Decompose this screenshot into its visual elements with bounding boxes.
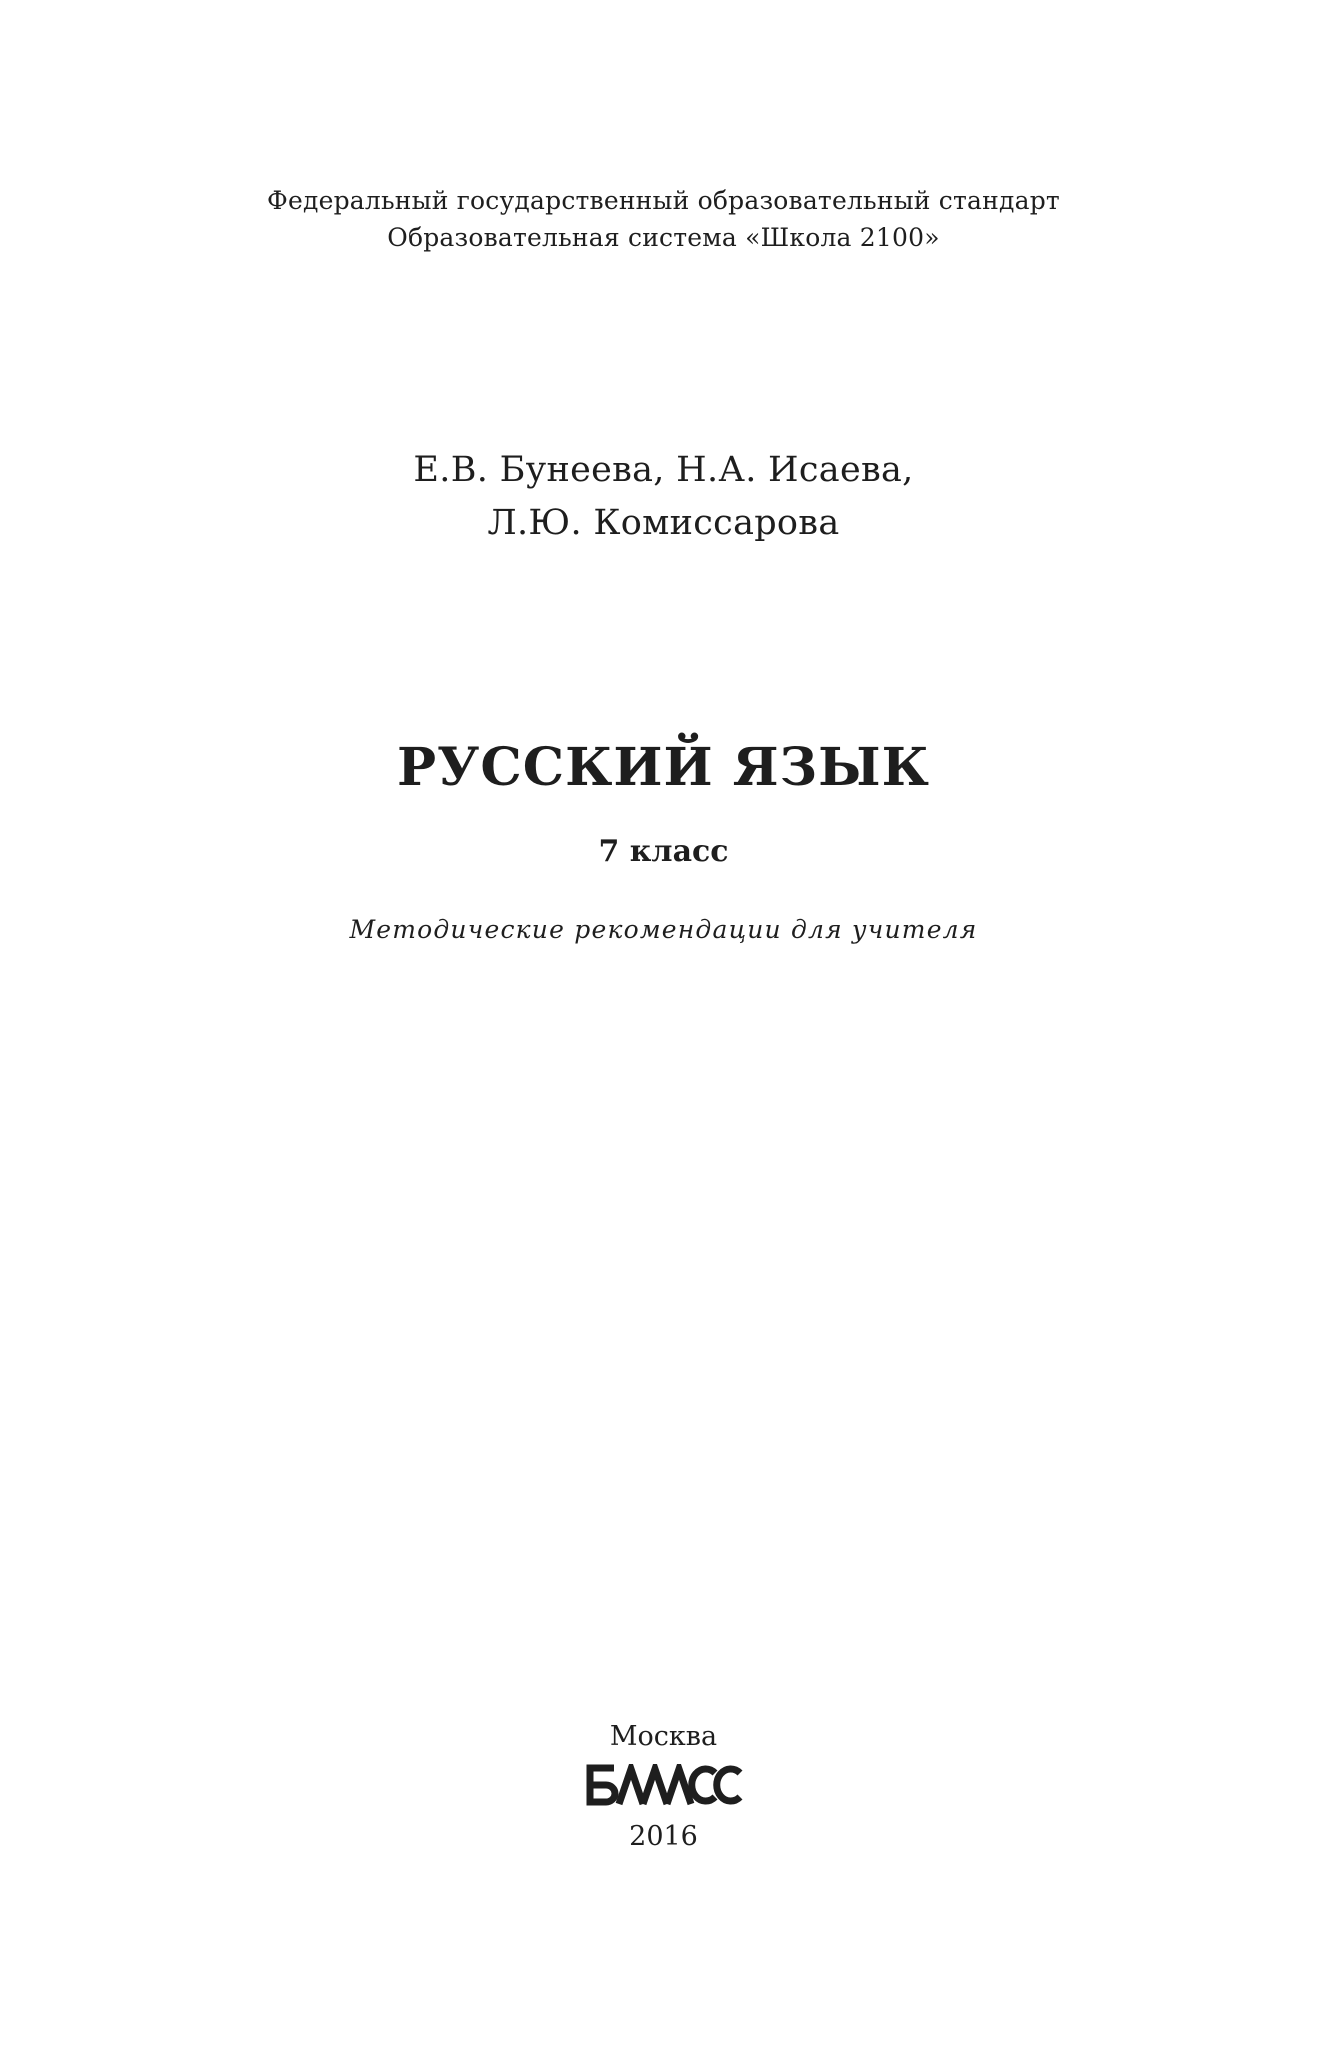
authors-line-1: Е.В. Бунеева, Н.А. Исаева, <box>413 450 914 490</box>
authors-line-2: Л.Ю. Комиссарова <box>487 503 840 543</box>
standard-line-1: Федеральный государственный образовательный стандарт <box>267 186 1060 215</box>
book-grade: 7 класс <box>598 834 729 869</box>
book-title: РУССКИЙ ЯЗЫК <box>397 737 930 798</box>
balass-logo-icon <box>584 1764 744 1806</box>
standard-line-2: Образовательная система «Школа 2100» <box>387 223 940 252</box>
publisher-city: Москва <box>609 1721 718 1752</box>
publication-year: 2016 <box>629 1821 698 1852</box>
book-subtitle: Методические рекомендации для учителя <box>349 915 978 944</box>
publisher-logo <box>0 1764 1327 1806</box>
